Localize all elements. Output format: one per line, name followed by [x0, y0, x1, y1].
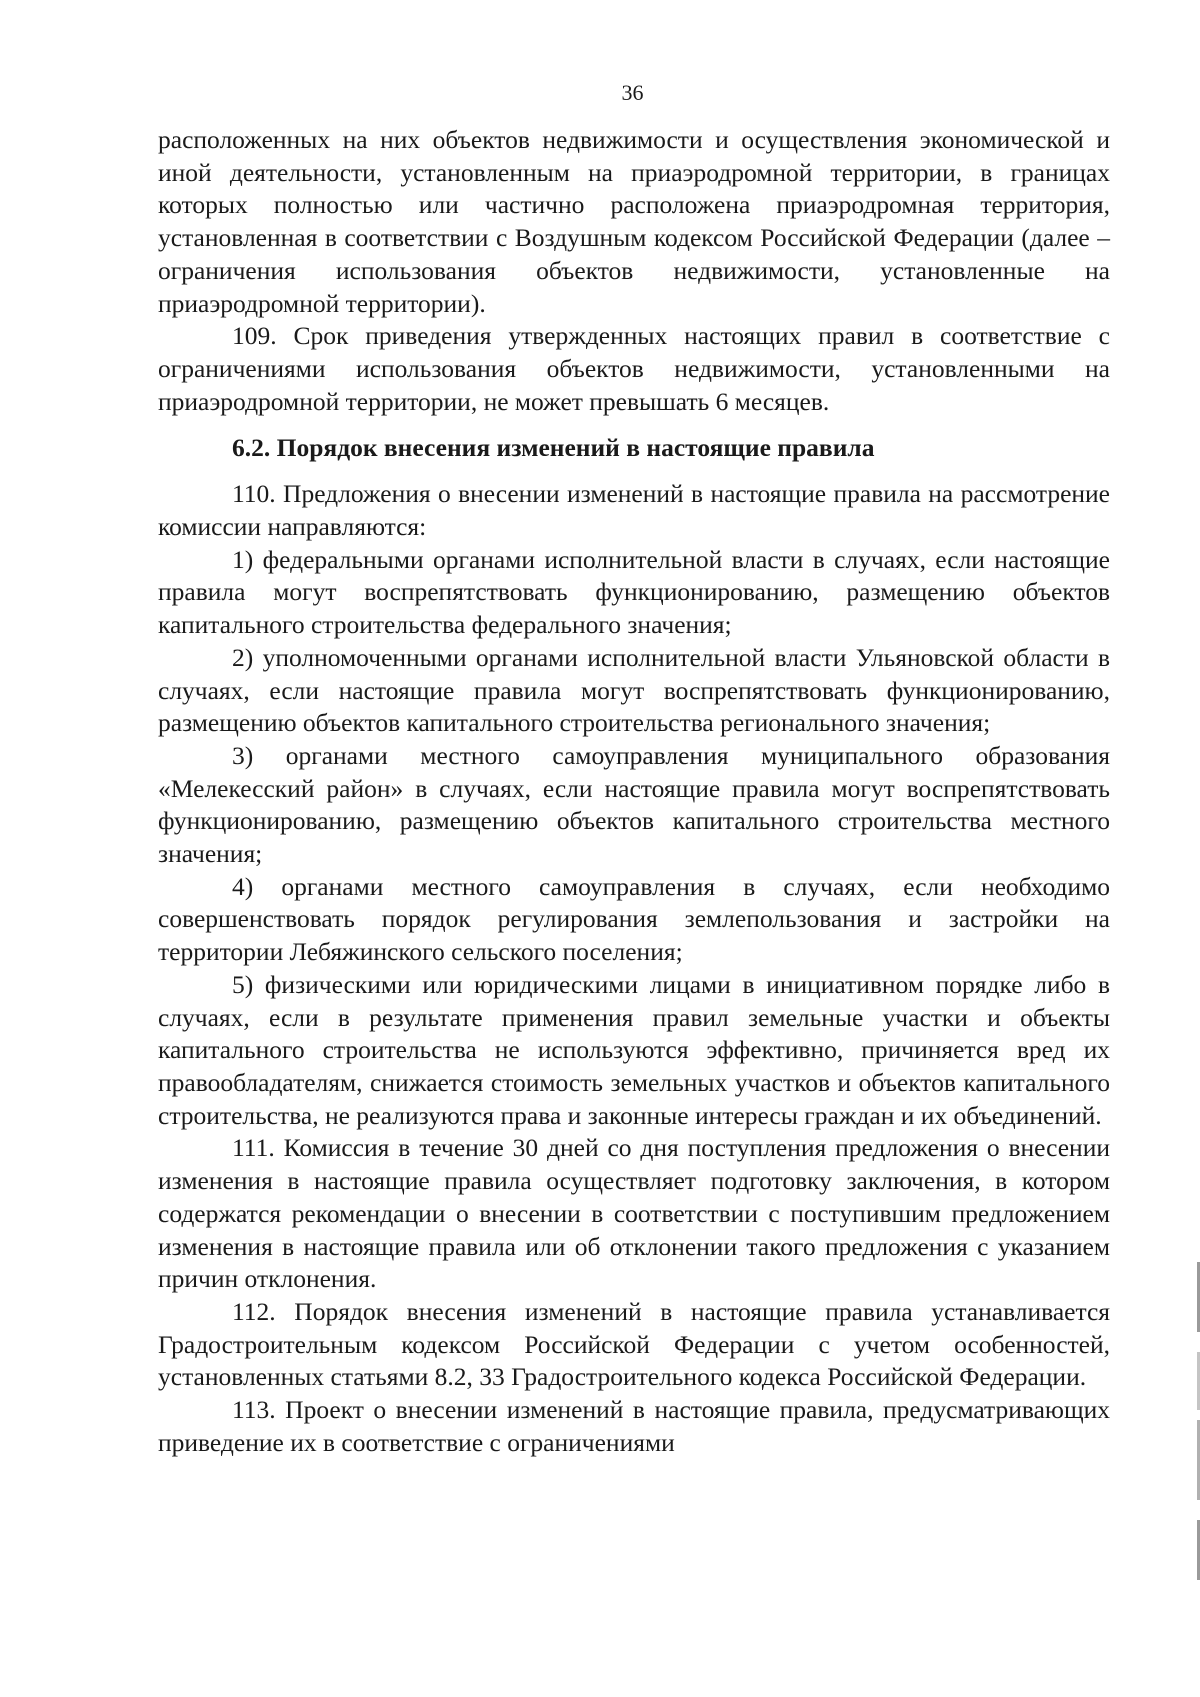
- paragraph-110: 110. Предложения о внесении изменений в настоящие правила на рассмотрение комиссии направляются:: [158, 479, 1110, 542]
- list-item-110-5: 5) физическими или юридическими лицами в инициативном порядке либо в случаях, если в результате применения правил земельные участки и объекты капитального строительства не используются эффективно, причиняется вред их правообладателям, снижается стоимость земельных участков и объектов капитального строительства, не реализуются права и законные интересы граждан и их объединений.: [158, 969, 1110, 1130]
- paragraph-112: 112. Порядок внесения изменений в настоящие правила устанавливается Градостроительным кодексом Российской Федерации с учетом особенностей, установленных статьями 8.2, 33 Градостроительного кодекса Российской Федерации.: [158, 1296, 1110, 1392]
- list-item-110-4: 4) органами местного самоуправления в случаях, если необходимо совершенствовать порядок регулирования землепользования и застройки на территории Лебяжинского сельского поселения;: [158, 871, 1110, 967]
- paragraph-continuation: расположенных на них объектов недвижимости и осуществления экономической и иной деятельности, установленным на приаэродромной территории, в границах которых полностью или частично расположена приаэродромная территория, установленная в соответствии с Воздушным кодексом Российской Федерации (далее – ограничения использования объектов недвижимости, установленные на приаэродромной территории).: [158, 125, 1110, 318]
- page-number: 36: [621, 80, 644, 105]
- paragraph-111: 111. Комиссия в течение 30 дней со дня поступления предложения о внесении изменения в настоящие правила осуществляет подготовку заключения, в котором содержатся рекомендации о внесении в соответствии с поступившим предложением изменения в настоящие правила или об отклонении такого предложения с указанием причин отклонения.: [158, 1133, 1110, 1294]
- paragraph-113: 113. Проект о внесении изменений в настоящие правила, предусматривающих приведение их в соответствие с ограничениями: [158, 1395, 1110, 1457]
- paragraph-109: 109. Срок приведения утвержденных настоящих правил в соответствие с ограничениями использования объектов недвижимости, установленными на приаэродромной территории, не может превышать 6 месяцев.: [158, 321, 1110, 416]
- section-heading-6-2: 6.2. Порядок внесения изменений в настоящие правила: [232, 433, 875, 463]
- document-body: [158, 124, 1110, 1459]
- list-item-110-1: 1) федеральными органами исполнительной власти в случаях, если настоящие правила могут воспрепятствовать функционированию, размещению объектов капитального строительства федерального значения;: [158, 544, 1110, 640]
- list-item-110-2: 2) уполномоченными органами исполнительной власти Ульяновской области в случаях, если настоящие правила могут воспрепятствовать функционированию, размещению объектов капитального строительства регионального значения;: [158, 642, 1110, 738]
- list-item-110-3: 3) органами местного самоуправления муниципального образования «Мелекесский район» в случаях, если настоящие правила могут воспрепятствовать функционированию, размещению объектов капитального строительства местного значения;: [158, 740, 1110, 869]
